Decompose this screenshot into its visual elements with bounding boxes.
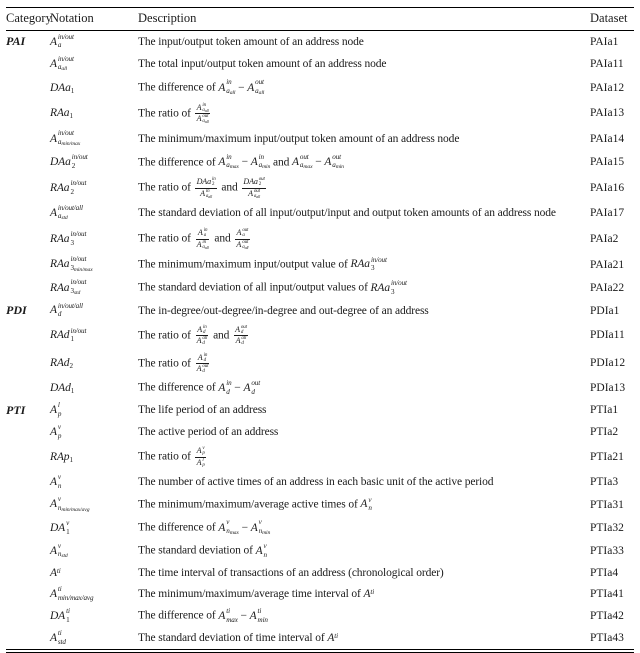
cell-description: The ratio of A in aall A out aall (138, 100, 590, 128)
cell-description: The ratio of A in d A out d (138, 350, 590, 378)
cell-dataset: PAIa21 (590, 258, 625, 271)
cell-description: The input/output token amount of an address node (138, 35, 364, 48)
fraction: A out d A all d (235, 324, 247, 347)
cell-category (6, 443, 50, 471)
notation-math: A v nstd (50, 541, 68, 560)
notation-math: A ti std (50, 629, 66, 646)
inline-math: A in d − A out d (218, 379, 261, 396)
cell-category (6, 540, 50, 563)
cell-description: The standard deviation of all input/output values of RAa in/out 3 (138, 279, 407, 296)
cell-description: The standard deviation of all input/output/input and output token amounts of an address node (138, 207, 556, 220)
cell-category (6, 225, 50, 253)
cell-category (6, 350, 50, 378)
notation-math: RAd2 (50, 357, 73, 371)
notation-math: DA v 1 (50, 519, 70, 536)
table-row (6, 627, 634, 651)
metrics-table (6, 7, 634, 653)
cell-dataset: PAIa2 (590, 233, 619, 245)
cell-dataset: PAIa15 (590, 156, 625, 169)
cell-dataset: PTIa32 (590, 521, 624, 534)
table-row (6, 399, 634, 421)
fraction: A in a A in aall (196, 228, 209, 250)
cell-category (6, 174, 50, 202)
cell-notation (50, 377, 138, 399)
cell-description: The standard deviation of time interval of $A^{ti}$ (138, 631, 338, 645)
cell-dataset: PTIa2 (590, 426, 619, 439)
cell-dataset: PTIa42 (590, 610, 624, 623)
table-row (6, 516, 634, 539)
cell-notation (50, 516, 138, 539)
cell-notation (50, 76, 138, 99)
notation-math: RAp1 (50, 451, 73, 465)
col-header-category: Category (6, 8, 50, 31)
cell-notation (50, 276, 138, 299)
inline-math: A v nmax − A v nmin (218, 518, 271, 536)
notation-math: DAa1 (50, 81, 75, 95)
table-row (6, 174, 634, 202)
notation-math: DAa in/out 2 (50, 153, 88, 170)
cell-description: The minimum/maximum/average active times of A v n (138, 495, 372, 513)
notation-math: A v nmin/max/avg (50, 495, 90, 513)
cell-dataset: PTIa21 (590, 451, 624, 463)
inline-math (194, 102, 212, 125)
inline-math (232, 324, 250, 347)
table-row (6, 563, 634, 583)
cell-category: PAI (6, 34, 26, 49)
cell-category (6, 563, 50, 583)
cell-dataset: PAIa17 (590, 207, 625, 220)
inline-math: A v n (360, 495, 372, 513)
cell-category: PDI (6, 303, 27, 318)
cell-notation (50, 151, 138, 174)
cell-category (6, 377, 50, 399)
inline-math (194, 446, 208, 468)
cell-notation (50, 127, 138, 150)
notation-math: A in/out amin/max (50, 129, 81, 148)
cell-description: The number of active times of an address in each basic unit of the active period (138, 475, 494, 488)
fraction: DAa out 2 A out aall (243, 177, 265, 199)
inline-math: $A^{ti}$ (327, 631, 338, 645)
cell-description: The minimum/maximum/average time interval of $A^{ti}$ (138, 587, 375, 601)
inline-math: RAa in/out 3 (370, 279, 407, 296)
table-row (6, 377, 634, 399)
fraction: A v p A l p (196, 446, 205, 468)
table-row (6, 100, 634, 128)
cell-category (6, 605, 50, 627)
inline-math (194, 324, 211, 347)
cell-notation (50, 202, 138, 225)
table-row (6, 471, 634, 493)
notation-math: A ti min/max/avg (50, 585, 94, 602)
cell-category (6, 276, 50, 299)
notation-math: RAa1 (50, 107, 73, 121)
cell-description: The total input/output token amount of an address node (138, 58, 387, 71)
cell-category (6, 322, 50, 350)
cell-dataset: PTIa41 (590, 588, 624, 601)
cell-description: The ratio of DAa in 2 A in aall and DAa out 2 A out aall (138, 174, 590, 202)
cell-dataset: PDIa1 (590, 304, 620, 317)
cell-description: The difference of A ti max − A ti min (138, 607, 268, 624)
table-row (6, 350, 634, 378)
table-row (6, 76, 634, 99)
inline-math (194, 228, 212, 250)
cell-description: The ratio of A in a A in aall and A out a A out aall (138, 225, 590, 253)
cell-dataset: PAIa16 (590, 181, 625, 194)
cell-dataset: PAIa12 (590, 81, 625, 94)
table-row (6, 151, 634, 174)
table-row (6, 421, 634, 443)
cell-notation (50, 174, 138, 202)
cell-notation (50, 583, 138, 605)
cell-dataset: PTIa43 (590, 632, 624, 645)
table-row (6, 202, 634, 225)
cell-dataset: PDIa13 (590, 382, 626, 395)
cell-description: The minimum/maximum input/output value of RAa in/out 3 (138, 255, 387, 273)
table-row (6, 540, 634, 563)
cell-notation (50, 493, 138, 516)
cell-dataset: PAIa11 (590, 58, 624, 71)
inline-math (240, 177, 267, 199)
cell-category (6, 253, 50, 276)
table-row (6, 443, 634, 471)
cell-notation (50, 443, 138, 471)
inline-math (194, 177, 219, 199)
fraction: A in d A out d (196, 352, 209, 375)
notation-math: $A^{ti}$ (50, 566, 61, 579)
notation-math: RAa in/out 3min/max (50, 255, 93, 273)
cell-notation (50, 421, 138, 443)
cell-dataset: PTIa1 (590, 404, 619, 417)
cell-notation (50, 225, 138, 253)
cell-category (6, 202, 50, 225)
cell-category: PTI (6, 402, 26, 417)
cell-dataset: PAIa14 (590, 132, 625, 145)
cell-dataset: PAIa13 (590, 107, 625, 120)
cell-description: The time interval of transactions of an address (chronological order) (138, 567, 444, 579)
inline-math: $A^{ti}$ (363, 587, 375, 601)
cell-description: The life period of an address (138, 404, 267, 417)
notation-math: DA ti 1 (50, 607, 70, 624)
cell-description: The difference of A in aall − A out aall (138, 78, 265, 96)
cell-description: The in-degree/out-degree/in-degree and out-degree of an address (138, 304, 429, 317)
table-row (6, 253, 634, 276)
cell-category (6, 127, 50, 150)
cell-dataset: PDIa12 (590, 357, 626, 370)
notation-math: RAa in/out 2 (50, 179, 87, 196)
cell-description: The difference of A in amax − A in amin and A out amax − A out amin (138, 152, 344, 171)
table-row (6, 583, 634, 605)
cell-notation (50, 350, 138, 378)
col-header-dataset: Dataset (590, 8, 634, 31)
cell-description: The standard deviation of A v n (138, 542, 267, 559)
cell-description: The ratio of A v p A l p (138, 443, 590, 471)
notation-math: A v p (50, 423, 62, 440)
cell-notation (50, 253, 138, 276)
cell-category (6, 76, 50, 99)
table-header-row (6, 8, 634, 31)
cell-category (6, 100, 50, 128)
fraction: DAa in 2 A in aall (196, 177, 216, 199)
notation-math: A in/out/all d (50, 301, 83, 319)
cell-description: The difference of A v nmax − A v nmin (138, 518, 271, 536)
inline-math (194, 352, 212, 375)
col-header-notation: Notation (50, 8, 138, 31)
cell-category (6, 471, 50, 493)
cell-description: The ratio of A in d A all d and A out d A all d (138, 322, 590, 350)
cell-category (6, 421, 50, 443)
cell-category (6, 627, 50, 651)
col-header-description: Description (138, 8, 590, 31)
table-row (6, 127, 634, 150)
inline-math: A in amax − A in amin (218, 152, 271, 171)
notation-math: RAa in/out 3 (50, 230, 87, 247)
cell-category (6, 151, 50, 174)
notation-math: RAa in/out 3std (50, 278, 87, 297)
inline-math: A out amax − A out amin (292, 152, 344, 171)
cell-dataset: PTIa3 (590, 475, 619, 488)
notation-math: RAd in/out 1 (50, 326, 87, 344)
inline-math (233, 228, 251, 250)
table-row (6, 300, 634, 322)
fraction: A out a A out aall (236, 228, 249, 250)
cell-notation (50, 100, 138, 128)
cell-notation (50, 399, 138, 421)
notation-math: A l p (50, 401, 62, 418)
notation-math: A in/out a (50, 33, 74, 50)
cell-notation (50, 322, 138, 350)
table-row (6, 225, 634, 253)
cell-description: The active period of an address (138, 426, 279, 439)
notation-math: A v n (50, 473, 62, 490)
fraction: A in aall A out aall (196, 102, 209, 125)
table-row (6, 493, 634, 516)
cell-category (6, 516, 50, 539)
cell-notation (50, 300, 138, 322)
cell-dataset: PDIa11 (590, 329, 625, 342)
table-row (6, 605, 634, 627)
cell-notation (50, 563, 138, 583)
cell-dataset: PTIa4 (590, 567, 619, 579)
cell-notation (50, 53, 138, 76)
cell-dataset: PAIa22 (590, 281, 625, 294)
fraction: A in d A all d (196, 324, 208, 347)
cell-dataset: PTIa31 (590, 498, 624, 511)
cell-notation (50, 540, 138, 563)
inline-math: A ti max − A ti min (218, 607, 268, 624)
notation-math: DAd1 (50, 382, 75, 396)
cell-dataset: PAIa1 (590, 35, 619, 48)
inline-math: A v n (255, 542, 267, 559)
cell-notation (50, 31, 138, 53)
table-row (6, 322, 634, 350)
cell-notation (50, 627, 138, 651)
cell-notation (50, 471, 138, 493)
notation-math: A in/out/all astd (50, 203, 83, 222)
table-row (6, 53, 634, 76)
cell-description: The minimum/maximum input/output token amount of an address node (138, 132, 460, 145)
cell-category (6, 493, 50, 516)
cell-description: The difference of A in d − A out d (138, 379, 261, 396)
table-body (6, 31, 634, 652)
cell-category (6, 53, 50, 76)
cell-dataset: PTIa33 (590, 545, 624, 558)
notation-math: A in/out aall (50, 54, 74, 73)
inline-math: A in aall − A out aall (218, 78, 265, 96)
table-row (6, 276, 634, 299)
cell-notation (50, 605, 138, 627)
cell-category (6, 583, 50, 605)
inline-math: RAa in/out 3 (350, 255, 387, 273)
table-row (6, 31, 634, 53)
